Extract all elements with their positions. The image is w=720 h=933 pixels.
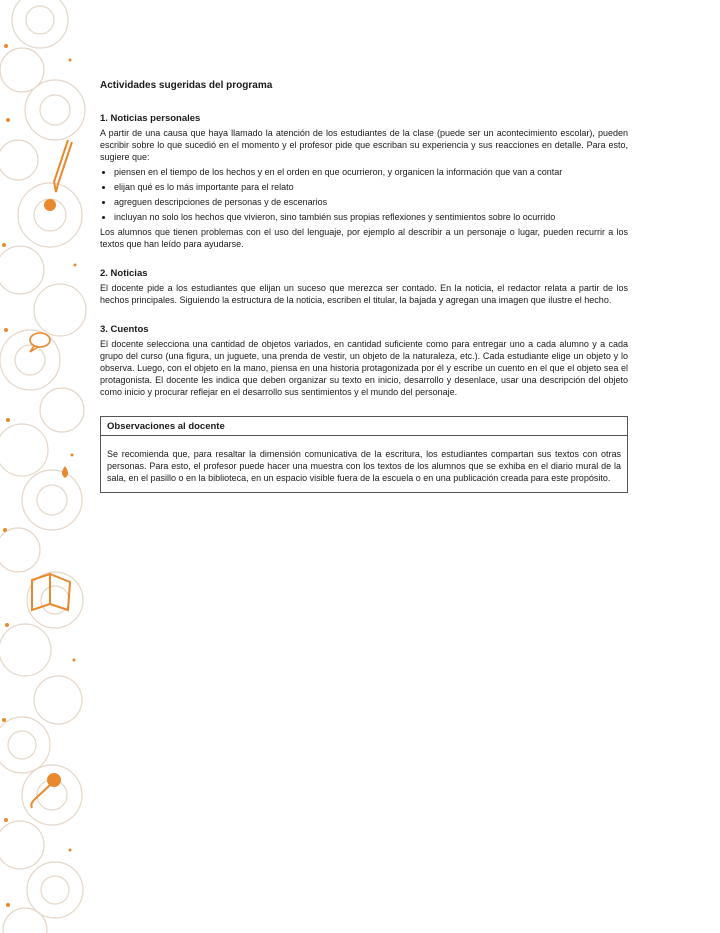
drop-icon <box>62 466 68 478</box>
document-title: Actividades sugeridas del programa <box>100 80 273 91</box>
section-intro: El docente selecciona una cantidad de objetos variados, en cantidad suficiente como para entregar uno a cada alumno y a cada grupo del curso (una figura, un juguete, una prenda de vestir, un objeto de la naturaleza, etc.). Cada estudiante elige un objeto y lo observa. Luego, con el objeto en la mano, piensa en una historia protagonizada por él y escribe un cuento en el que el objeto sea el protagonista. El docente les indica que deben organizar su texto en inicio, desarrollo y desenlace, usar una descripción del objeto como inicio y procurar reflejar en el desarrollo sus sentimientos y el mundo del personaje. <box>100 339 628 397</box>
section-cuentos <box>100 324 628 398</box>
section-title: 3. Cuentos <box>100 324 149 335</box>
ink-drop-icon <box>44 199 56 211</box>
section-intro: A partir de una causa que haya llamado la atención de los estudiantes de la clase (puede ser un acontecimiento escolar), pueden escribir sobre lo que sucedió en el momento y el profesor pide que escriban su experiencia y sus reacciones en detalle. Para esto, sugiere que: <box>100 128 628 162</box>
list-item: • agreguen descripciones de personas y de escenarios <box>114 196 628 208</box>
section-title: 1. Noticias personales <box>100 113 201 124</box>
microphone-icon <box>31 774 60 808</box>
observations-title: Observaciones al docente <box>107 421 225 432</box>
list-item: • incluyan no solo los hechos que vivieron, sino también sus propias reflexiones y sentimientos sobre lo ocurrido <box>114 211 628 223</box>
section-noticias-personales <box>100 113 628 250</box>
decorative-swirl-border <box>0 0 95 933</box>
list-item: • piensen en el tiempo de los hechos y en el orden en que ocurrieron, y organicen la información que van a contar <box>114 166 628 178</box>
section-closing: Los alumnos que tienen problemas con el uso del lenguaje, por ejemplo al describir a un personaje o lugar, pueden recurrir a los textos que han leído para ayudarse. <box>100 227 628 249</box>
section-intro: El docente pide a los estudiantes que elijan un suceso que merezca ser contado. En la noticia, el redactor relata a partir de los hechos principales. Siguiendo la estructura de la noticia, escriben el titular, la bajada y agregan una imagen que ilustre el hecho. <box>100 283 628 305</box>
observations-text: Se recomienda que, para resaltar la dimensión comunicativa de la escritura, los estudiantes compartan sus textos con otras personas. Para esto, el profesor puede hacer una muestra con los textos de los alumnos que se exhiba en el diario mural de la sala, en el pasillo o en la biblioteca, en un espacio visible fuera de la escuela o en una publicación creada para este propósito. <box>107 449 621 483</box>
section-noticias <box>100 268 628 306</box>
observations-divider <box>101 435 627 436</box>
document-body <box>100 80 628 493</box>
open-book-icon <box>32 574 70 610</box>
bullet-list <box>100 166 628 223</box>
observations-box <box>100 416 628 493</box>
section-title: 2. Noticias <box>100 268 148 279</box>
list-item: • elijan qué es lo más importante para el relato <box>114 181 628 193</box>
